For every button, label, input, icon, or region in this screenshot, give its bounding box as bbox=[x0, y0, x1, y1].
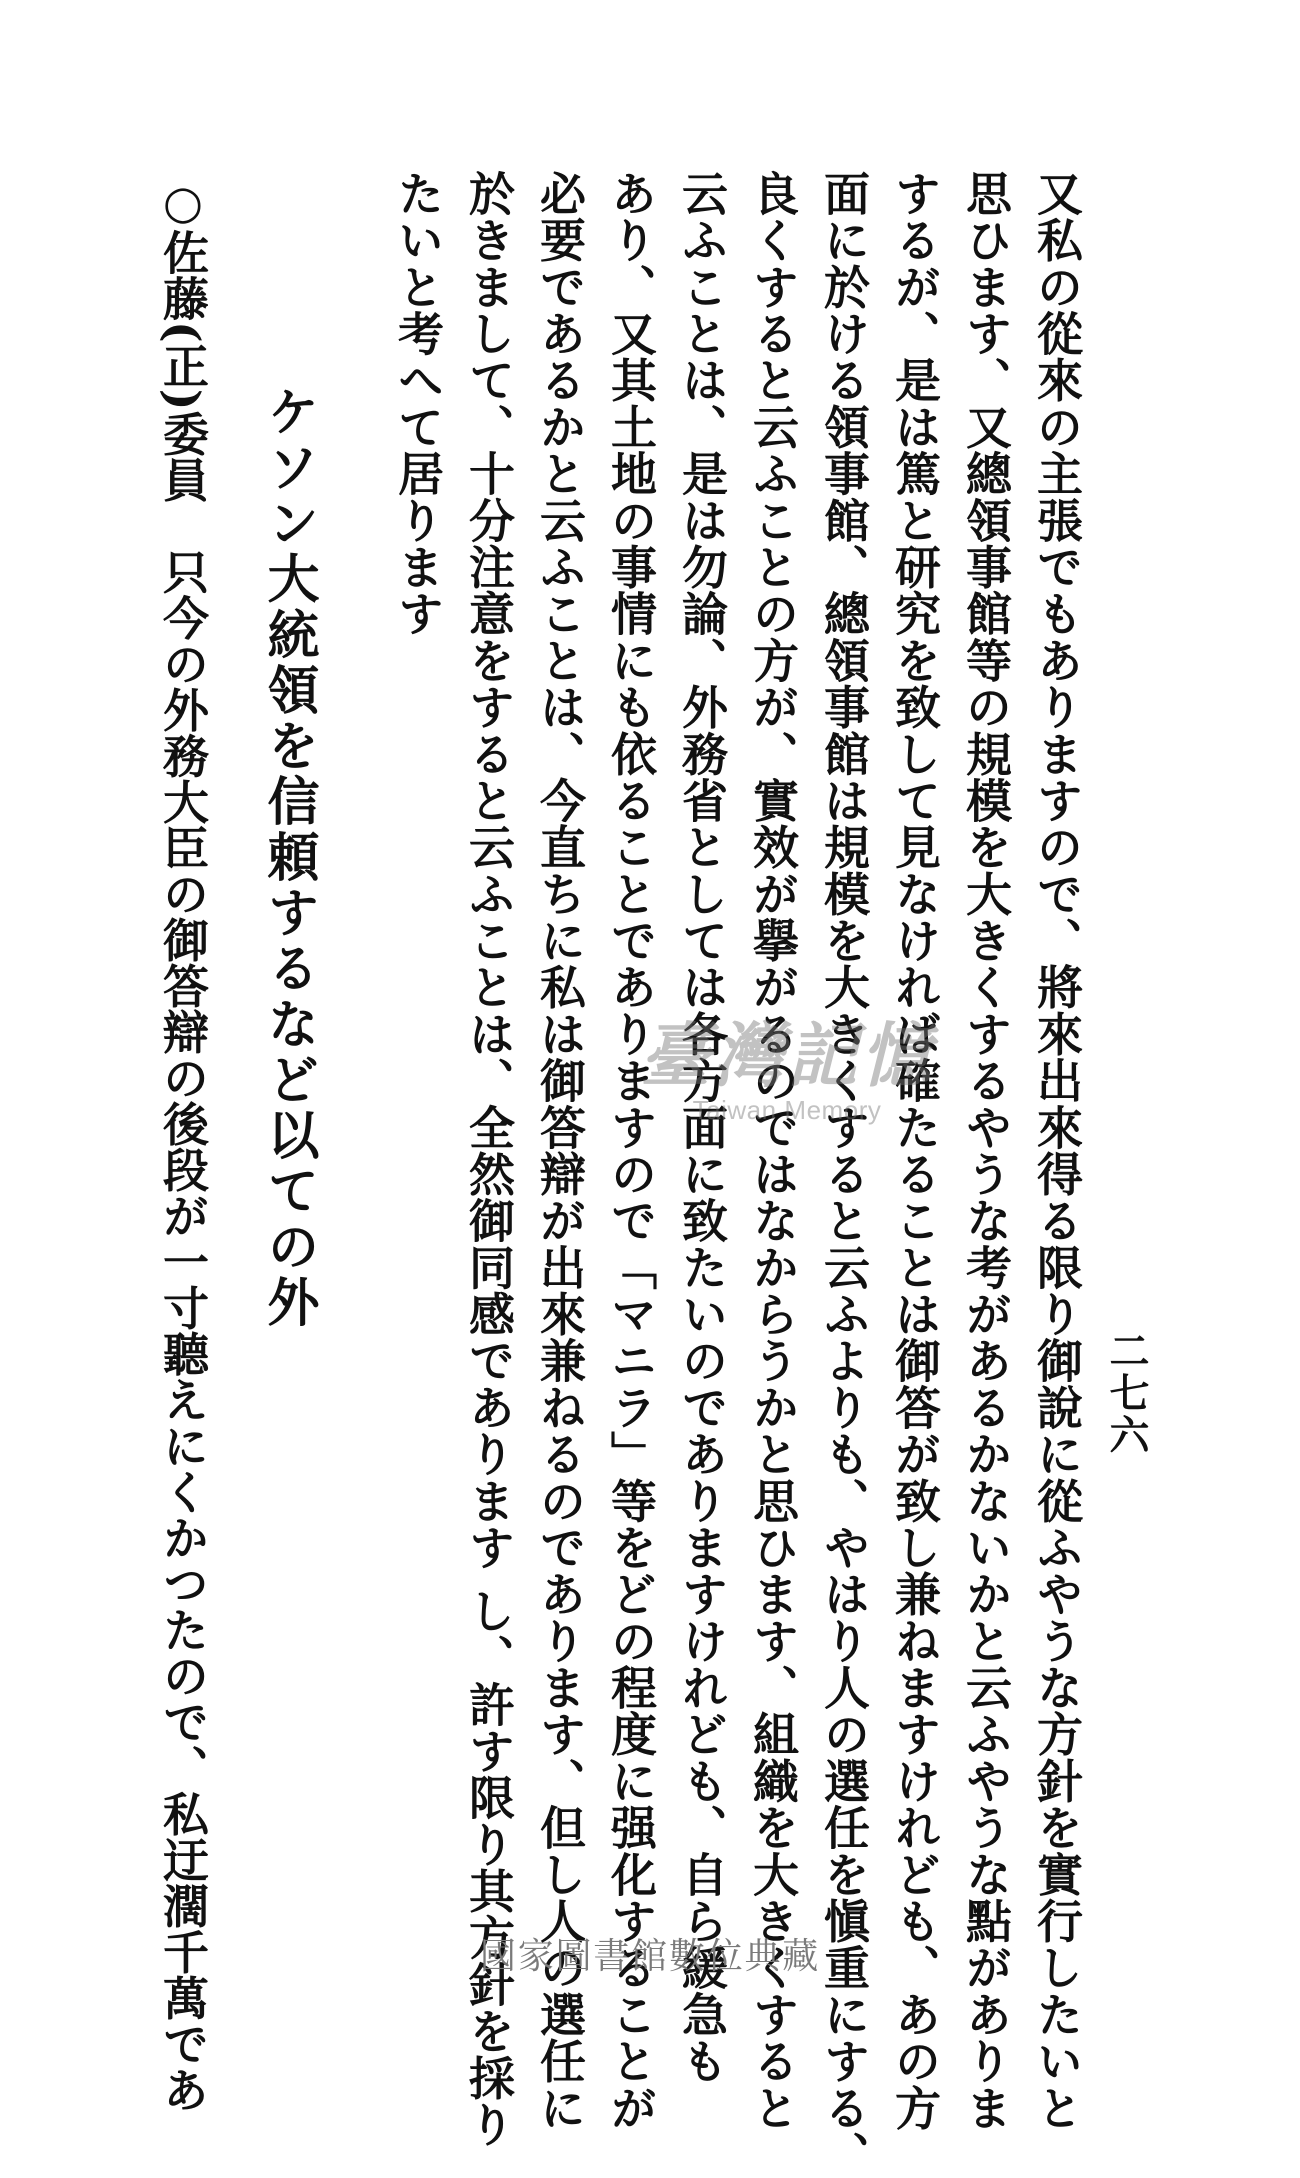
text-line: あり、又其土地の事情にも依ることでありますので「マニラ」等をどの程度に强化することが bbox=[604, 170, 658, 2131]
text-line: するが、是は篤と研究を致して見なければ確たることは御答が致し兼ねますけれども、あの方 bbox=[888, 170, 942, 2131]
watermark-english: Taiwan Memory bbox=[692, 1095, 882, 1125]
text-line: 面に於ける領事館、總領事館は規模を大きくすると云ふよりも、やはり人の選任を愼重にする、 bbox=[817, 170, 871, 2178]
text-line: 思ひます、又總領事館等の規模を大きくするやうな考があるかないかと云ふやうな點がありま bbox=[959, 170, 1013, 2131]
watermark-chinese: 臺灣記憶 bbox=[640, 1014, 934, 1097]
text-line: 云ふことは、是は勿論、外務省としては各方面に致たいのでありますけれども、自ら緩急も bbox=[675, 170, 729, 2085]
speaker-name: ○佐藤(正)委員 bbox=[156, 175, 210, 503]
text-line: 又私の從來の主張でもありますので、將來出來得る限り御說に從ふやうな方針を實行したいと bbox=[1030, 170, 1084, 2131]
page-number: 二七六 bbox=[1103, 1330, 1150, 1456]
speaker-line bbox=[156, 175, 210, 2113]
text-line: 良くすると云ふことの方が、實效が擧がるのではなからうかと思ひます、組織を大きくすると bbox=[746, 170, 800, 2131]
text-line: 必要であるかと云ふことは、今直ちに私は御答辯が出來兼ねるのであります、但し人の選任に bbox=[533, 170, 587, 2131]
speaker-text: 只今の外務大臣の御答辯の後段が一寸聽えにくかつたので、私迂濶千萬であ bbox=[156, 548, 210, 2113]
section-heading: ケソン大統領を信頼するなど以ての外 bbox=[258, 385, 319, 1331]
text-line: 於きまして、十分注意をすると云ふことは、全然御同感であります し、許す限り其方針を採り bbox=[462, 170, 516, 2148]
footer-credit: 國家圖書館數位典藏 bbox=[479, 1936, 821, 1977]
text-line: たいと考へて居ります bbox=[391, 170, 445, 637]
